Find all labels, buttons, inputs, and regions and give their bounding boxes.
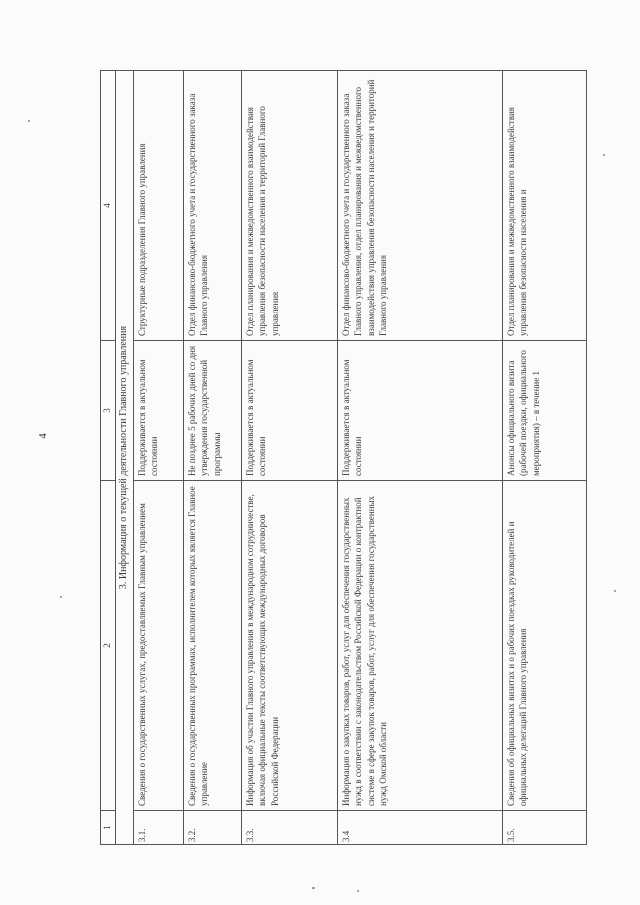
column-header-4: 4 <box>101 71 116 341</box>
document-table-sheet <box>100 71 587 845</box>
column-header-1: 1 <box>101 811 116 845</box>
column-header-row <box>101 71 116 845</box>
information-table <box>100 70 587 845</box>
table-row <box>338 71 503 845</box>
row-responsible: Отдел финансово-бюджетного учета и государственного заказа Главного управления, отдел планирования и межведомственного взаимодействия управления безопасности населения и территорий Главного управления <box>338 71 503 341</box>
page-number: 4 <box>36 433 49 439</box>
section-title: 3. Информация о текущей деятельности Главного управления <box>116 71 134 845</box>
row-number: 3.4 <box>338 811 503 845</box>
row-period: Поддерживается в актуальном состоянии <box>242 341 338 481</box>
row-number: 3.1. <box>134 811 184 845</box>
row-information: Информация об участии Главного управления в международном сотрудничестве, включая официальные тексты соответствующих международных договоров Российской Федерации <box>242 481 338 811</box>
table-row <box>503 71 587 845</box>
row-number: 3.2. <box>184 811 242 845</box>
column-header-3: 3 <box>101 341 116 481</box>
row-information: Сведения о государственных программах, исполнителем которых является Главное управление <box>184 481 242 811</box>
table-row <box>242 71 338 845</box>
row-responsible: Отдел планирования и межведомственного взаимодействия управления безопасности населения и территорий Главного управления <box>242 71 338 341</box>
table-row <box>134 71 184 845</box>
row-period: Поддерживается в актуальном состоянии <box>134 341 184 481</box>
row-responsible: Структурные подразделения Главного управления <box>134 71 184 341</box>
row-information: Сведения о государственных услугах, предоставляемых Главным управлением <box>134 481 184 811</box>
row-period: Не позднее 5 рабочих дней со дня утверждения государственной программы <box>184 341 242 481</box>
row-responsible: Отдел финансово-бюджетного учета и государственного заказа Главного управления <box>184 71 242 341</box>
row-period: Анонсы официального визита (рабочей поездки, официального мероприятия) – в течение 1 <box>503 341 587 481</box>
row-responsible: Отдел планирования и межведомственного взаимодействия управления безопасности населения и <box>503 71 587 341</box>
column-header-2: 2 <box>101 481 116 811</box>
table-row <box>184 71 242 845</box>
row-period: Поддерживается в актуальном состоянии <box>338 341 503 481</box>
row-information: Информация о закупках товаров, работ, услуг для обеспечения государственных нужд в соответствии с законодательством Российской Федерации о контрактной системе в сфере закупок товаров, работ, услуг для обеспечения государственных нужд Омской области <box>338 481 503 811</box>
section-row <box>116 71 134 845</box>
row-information: Сведения об официальных визитах и о рабочих поездках руководителей и официальных делегаций Главного управления <box>503 481 587 811</box>
row-number: 3.5. <box>503 811 587 845</box>
row-number: 3.3. <box>242 811 338 845</box>
